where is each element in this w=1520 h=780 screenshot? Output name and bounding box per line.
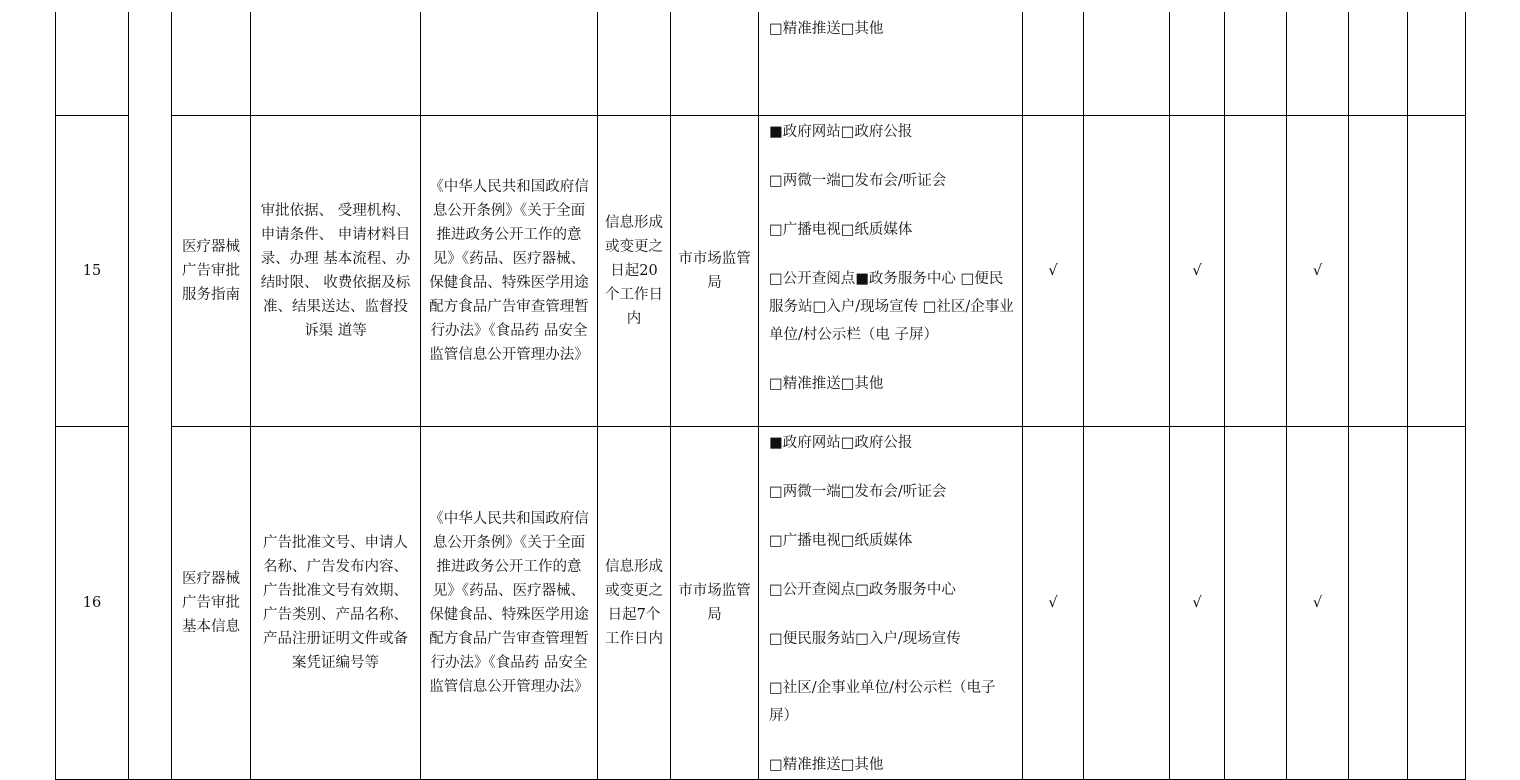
category-merged-cell <box>129 12 172 779</box>
disclosure-content: 广告批准文号、申请人名称、广告发布内容、广告批准文号有效期、广告类别、产品名称、产品注册证明文件或备案凭证编号等 <box>251 426 421 779</box>
check-mark: √ <box>1170 426 1225 779</box>
check-mark: √ <box>1023 426 1084 779</box>
channel-option-line: ■政府网站□政府公报 <box>769 434 913 451</box>
check-mark <box>1408 426 1466 779</box>
subject-cell <box>671 12 759 115</box>
check-mark <box>1349 115 1408 426</box>
check-cell <box>1084 12 1170 115</box>
check-mark <box>1349 426 1408 779</box>
channel-option-line: □便民服务站□入户/现场宣传 <box>769 630 961 647</box>
disclosure-content: 审批依据、 受理机构、申请条件、 申请材料目录、办理 基本流程、办结时限、 收费依据及标准、结果送达、监督投诉渠 道等 <box>251 115 421 426</box>
disclosure-subject: 市市场监管局 <box>671 115 759 426</box>
table-row <box>56 115 1466 426</box>
channel-option-line: □社区/企事业单位/村公示栏（电子屏） <box>769 679 996 724</box>
channel-option-line: □公开查阅点■政务服务中心 □便民服务站□入户/现场宣传 □社区/企事业单位/村公示栏（电 子屏） <box>769 270 1014 343</box>
channel-option-line: ■政府网站□政府公报 <box>769 123 913 140</box>
check-mark: √ <box>1170 115 1225 426</box>
item-cell <box>172 12 251 115</box>
disclosure-subject: 市市场监管局 <box>671 426 759 779</box>
channel-option-line: □广播电视□纸质媒体 <box>769 532 913 549</box>
channel-option-line: □公开查阅点□政务服务中心 <box>769 581 956 598</box>
check-mark <box>1084 115 1170 426</box>
channels-cell <box>759 115 1023 426</box>
disclosure-basis: 《中华人民共和国政府信息公开条例》《关于全面推进政务公开工作的意见》《药品、医疗器械、保健食品、特殊医学用途配方食品广告审查管理暂行办法》《食品药 品安全监管信息公开管理办法》 <box>421 115 598 426</box>
content-cell <box>251 12 421 115</box>
channel-option-line: □两微一端□发布会/听证会 <box>769 483 947 500</box>
row-number: 16 <box>56 426 129 779</box>
check-cell <box>1023 12 1084 115</box>
check-mark: √ <box>1287 115 1349 426</box>
table-row-continued <box>56 12 1466 115</box>
item-name: 医疗器械广告审批服务指南 <box>172 115 251 426</box>
check-mark <box>1084 426 1170 779</box>
channel-option-line: □精准推送□其他 <box>769 21 884 37</box>
check-cell <box>1225 12 1287 115</box>
channel-option-line: □广播电视□纸质媒体 <box>769 221 913 238</box>
check-cell <box>1170 12 1225 115</box>
channel-option-line: □两微一端□发布会/听证会 <box>769 172 947 189</box>
check-cell <box>1349 12 1408 115</box>
time-limit-cell <box>598 12 671 115</box>
check-mark: √ <box>1287 426 1349 779</box>
number-cell <box>56 12 129 115</box>
basis-cell <box>421 12 598 115</box>
disclosure-table <box>55 12 1466 780</box>
channel-option-line: □精准推送□其他 <box>769 756 884 773</box>
channels-cell <box>759 12 1023 115</box>
check-cell <box>1408 12 1466 115</box>
disclosure-basis: 《中华人民共和国政府信息公开条例》《关于全面推进政务公开工作的意见》《药品、医疗器械、保健食品、特殊医学用途配方食品广告审查管理暂行办法》《食品药 品安全监管信息公开管理办法》 <box>421 426 598 779</box>
table-row <box>56 426 1466 779</box>
check-mark <box>1408 115 1466 426</box>
item-name: 医疗器械广告审批基本信息 <box>172 426 251 779</box>
check-mark <box>1225 115 1287 426</box>
channels-cell <box>759 426 1023 779</box>
check-mark <box>1225 426 1287 779</box>
disclosure-time-limit: 信息形成或变更之日起20个工作日内 <box>598 115 671 426</box>
check-mark: √ <box>1023 115 1084 426</box>
channel-option-line: □精准推送□其他 <box>769 375 884 392</box>
row-number: 15 <box>56 115 129 426</box>
disclosure-time-limit: 信息形成或变更之日起7个工作日内 <box>598 426 671 779</box>
check-cell <box>1287 12 1349 115</box>
